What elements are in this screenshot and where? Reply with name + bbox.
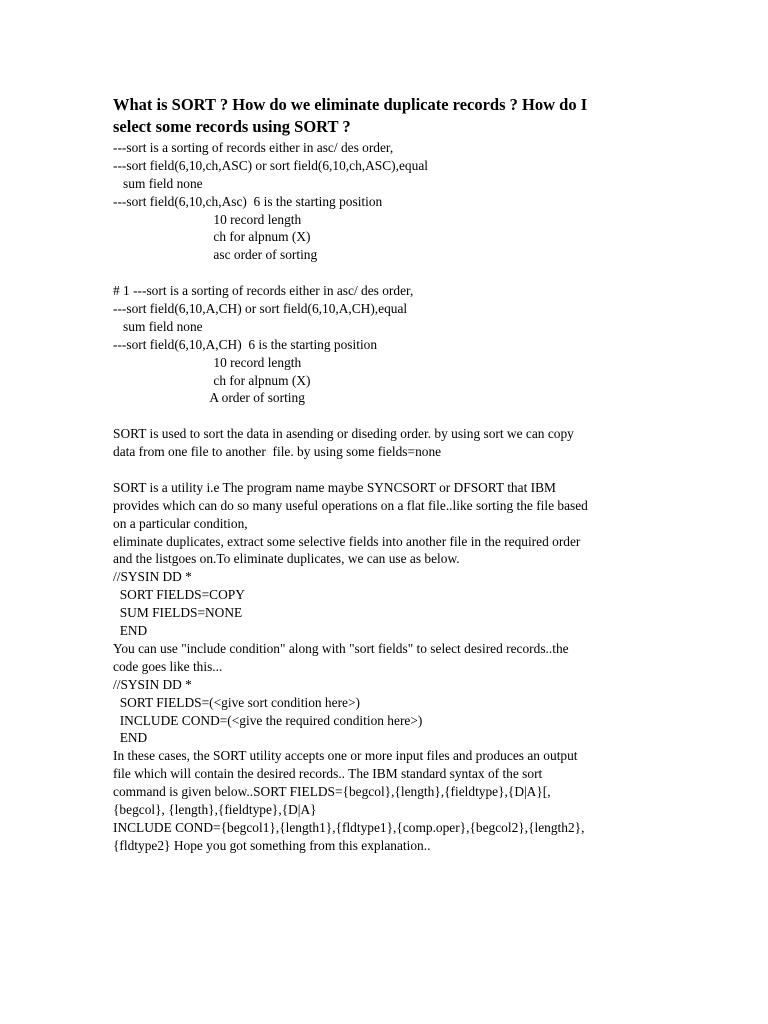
text-line: {fldtype2} Hope you got something from this explanation.. bbox=[113, 837, 431, 853]
text-line: INCLUDE COND={begcol1},{length1},{fldtype1},{comp.oper},{begcol2},{length2}, bbox=[113, 819, 585, 835]
text-line: ---sort field(6,10,A,CH) 6 is the starting position bbox=[113, 336, 378, 352]
section-sort-usage bbox=[113, 425, 753, 461]
text-line: on a particular condition, bbox=[113, 515, 248, 531]
section-sort-utility bbox=[113, 479, 753, 855]
text-line: In these cases, the SORT utility accepts one or more input files and produces an output bbox=[113, 748, 578, 764]
text-line: and the listgoes on.To eliminate duplicates, we can use as below. bbox=[113, 551, 460, 567]
text-line: ---sort field(6,10,A,CH) or sort field(6,10,A,CH),equal bbox=[113, 301, 408, 317]
text-line: SORT is a utility i.e The program name maybe SYNCSORT or DFSORT that IBM bbox=[113, 479, 556, 495]
document-page bbox=[113, 94, 753, 855]
text-line: ---sort field(6,10,ch,ASC) or sort field(6,10,ch,ASC),equal bbox=[113, 157, 428, 173]
text-line: A order of sorting bbox=[113, 390, 305, 406]
text-line: You can use "include condition" along with "sort fields" to select desired records..the bbox=[113, 640, 569, 656]
section-sort-a-ch bbox=[113, 282, 753, 407]
text-line: provides which can do so many useful operations on a flat file..like sorting the file based bbox=[113, 497, 588, 513]
text-line: eliminate duplicates, extract some selective fields into another file in the required order bbox=[113, 533, 581, 549]
text-line: 10 record length bbox=[113, 211, 302, 227]
text-line: SORT is used to sort the data in asending or diseding order. by using sort we can copy bbox=[113, 426, 574, 442]
text-line: code goes like this... bbox=[113, 658, 223, 674]
text-line: ch for alpnum (X) bbox=[113, 229, 311, 245]
text-line: file which will contain the desired records.. The IBM standard syntax of the sort bbox=[113, 766, 543, 782]
title-line-1: What is SORT ? How do we eliminate duplicate records ? How do I bbox=[113, 95, 588, 114]
spacer bbox=[113, 407, 753, 425]
text-line: sum field none bbox=[113, 175, 203, 191]
code-line: //SYSIN DD * bbox=[113, 569, 192, 585]
text-line: {begcol}, {length},{fieldtype},{D|A} bbox=[113, 801, 317, 817]
code-line: INCLUDE COND=(<give the required condition here>) bbox=[113, 712, 423, 728]
text-line: ---sort is a sorting of records either in asc/ des order, bbox=[113, 140, 394, 155]
text-line: sum field none bbox=[113, 318, 203, 334]
spacer bbox=[113, 264, 753, 282]
text-line: data from one file to another file. by using some fields=none bbox=[113, 444, 442, 460]
code-line: //SYSIN DD * bbox=[113, 676, 192, 692]
text-line: asc order of sorting bbox=[113, 247, 318, 263]
code-line: SORT FIELDS=COPY bbox=[113, 587, 245, 603]
code-line: SUM FIELDS=NONE bbox=[113, 605, 243, 621]
text-line: # 1 ---sort is a sorting of records either in asc/ des order, bbox=[113, 283, 414, 299]
code-line: END bbox=[113, 623, 148, 639]
code-line: END bbox=[113, 730, 148, 746]
text-line: ---sort field(6,10,ch,Asc) 6 is the starting position bbox=[113, 193, 383, 209]
spacer bbox=[113, 461, 753, 479]
text-line: command is given below..SORT FIELDS={begcol},{length},{fieldtype},{D|A}[, bbox=[113, 784, 551, 800]
text-line: ch for alpnum (X) bbox=[113, 372, 311, 388]
section-sort-asc-desc bbox=[113, 139, 753, 264]
code-line: SORT FIELDS=(<give sort condition here>) bbox=[113, 694, 360, 710]
title-line-2: select some records using SORT ? bbox=[113, 117, 351, 136]
document-title bbox=[113, 94, 753, 138]
text-line: 10 record length bbox=[113, 354, 302, 370]
